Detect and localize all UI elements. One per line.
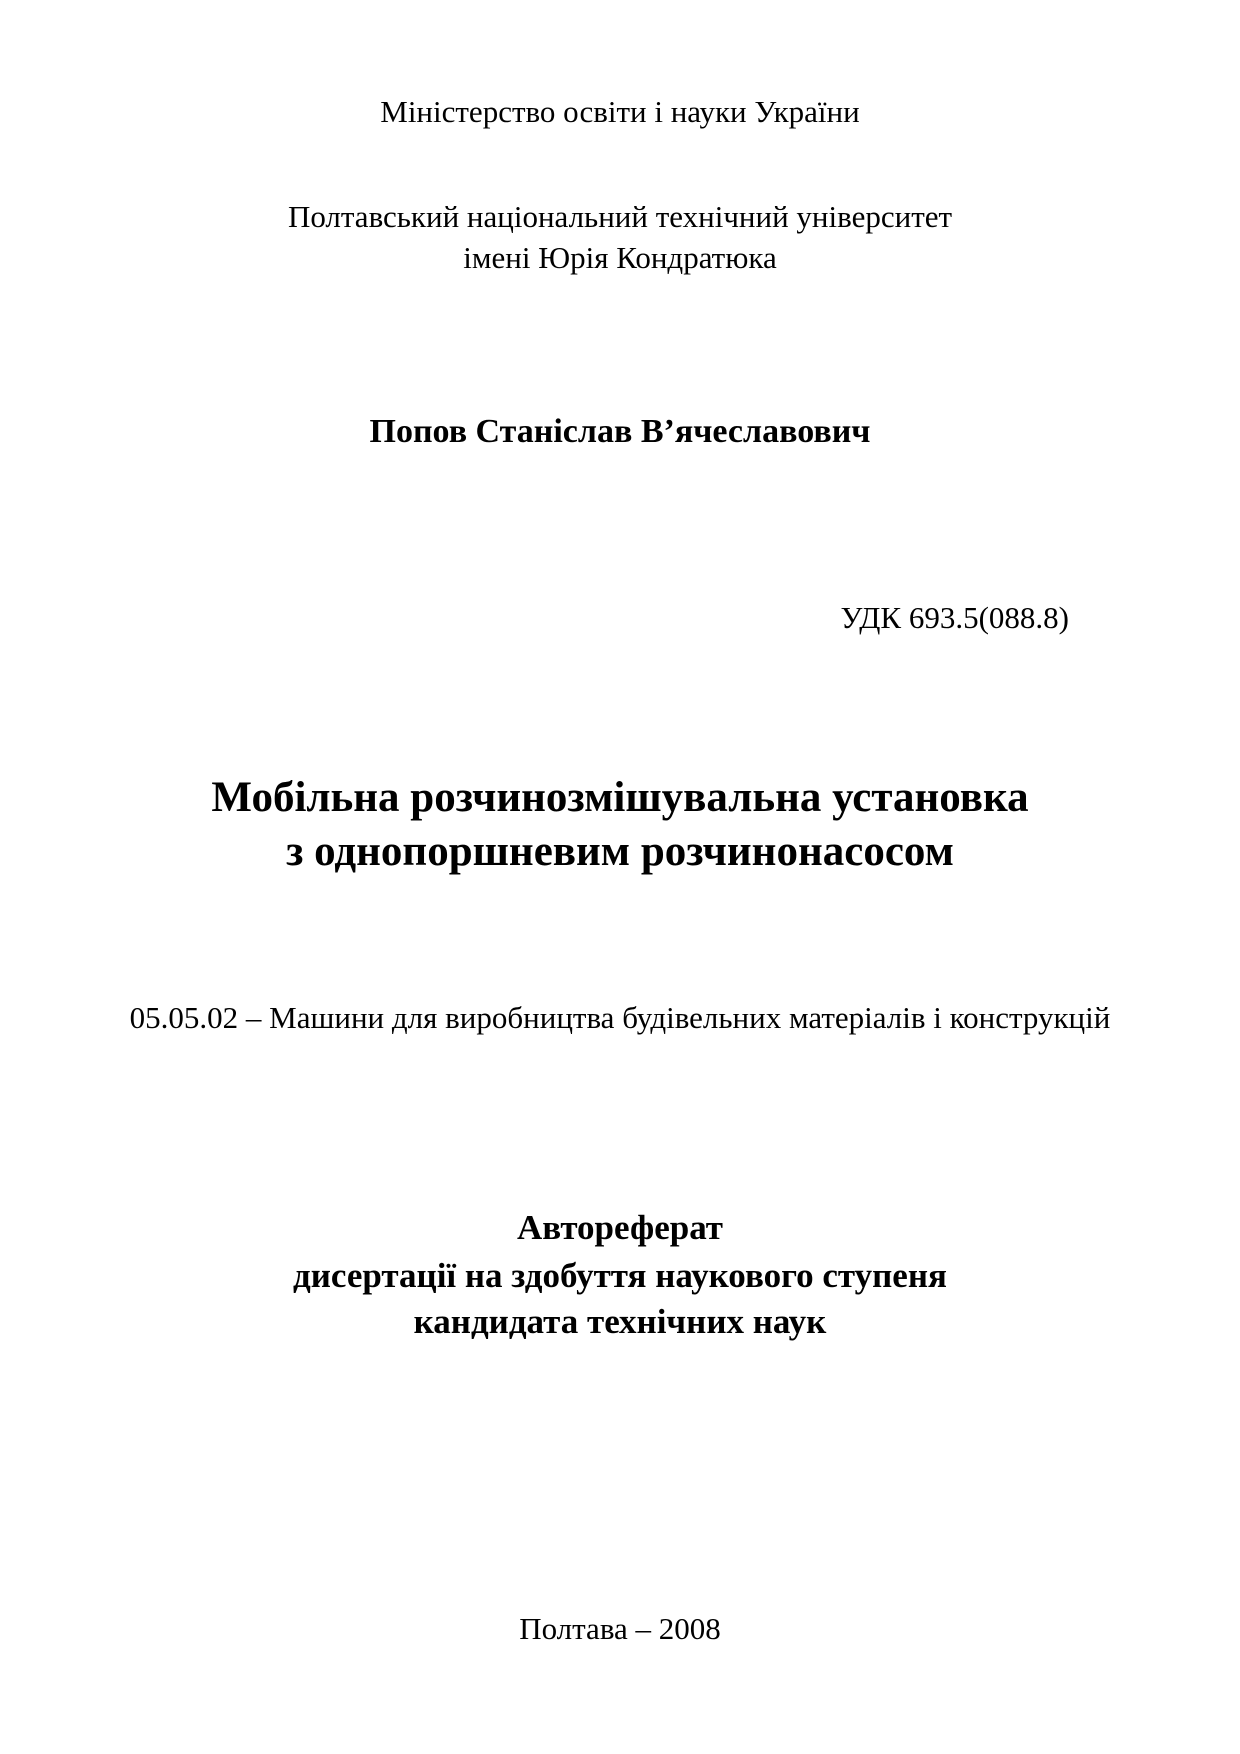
abstract-subtitle-line-2: кандидата технічних наук xyxy=(413,1302,827,1341)
abstract-heading: Автореферат xyxy=(517,1208,723,1247)
abstract-subtitle-line-1: дисертації на здобуття наукового ступеня xyxy=(293,1256,947,1295)
place-and-year: Полтава – 2008 xyxy=(519,1611,721,1646)
ministry-name: Міністерство освіти і науки України xyxy=(380,94,860,129)
author-name: Попов Станіслав В’ячеславович xyxy=(369,413,871,450)
university-name-line-2: імені Юрія Кондратюка xyxy=(463,240,777,275)
dissertation-title-line-2: з однопоршневим розчинонасосом xyxy=(286,828,954,875)
specialty-code: 05.05.02 – Машини для виробництва будівельних матеріалів і конструкцій xyxy=(129,1000,1111,1035)
university-name-line-1: Полтавський національний технічний університет xyxy=(287,199,953,234)
dissertation-title-line-1: Мобільна розчинозмішувальна установка xyxy=(211,774,1029,821)
udc-code: УДК 693.5(088.8) xyxy=(840,600,1069,635)
